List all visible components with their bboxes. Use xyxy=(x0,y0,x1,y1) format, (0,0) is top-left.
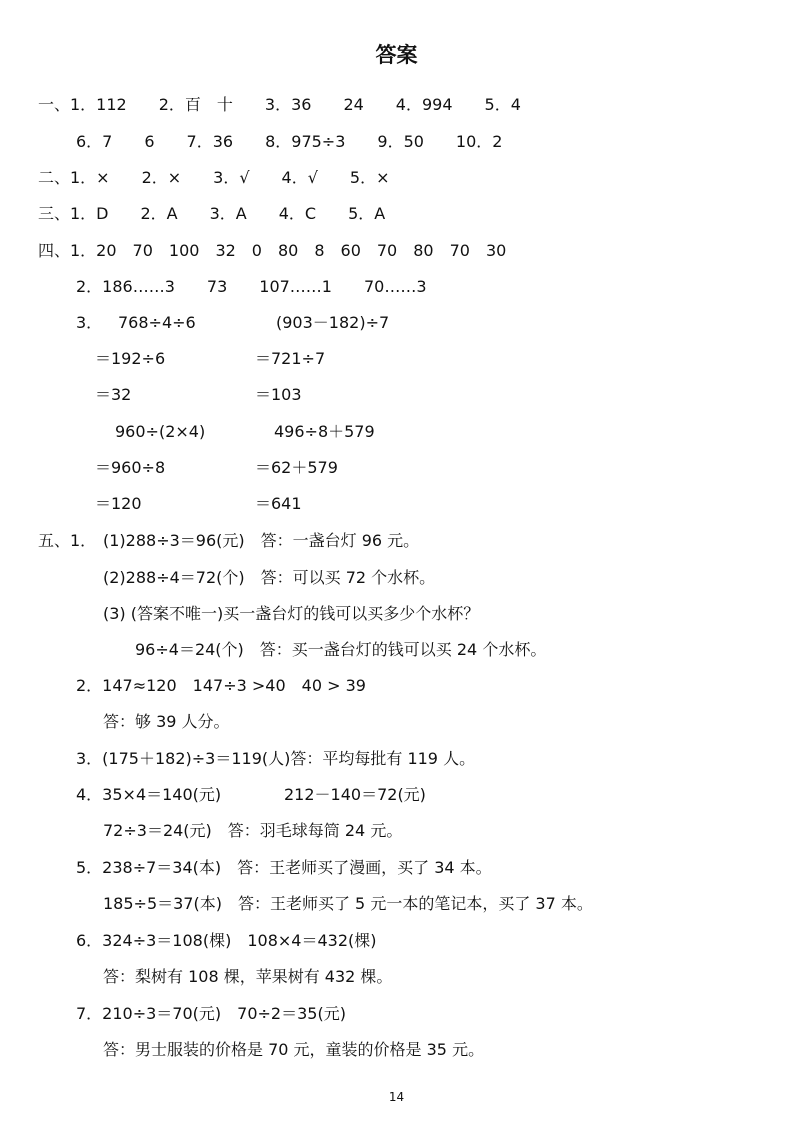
answer-line: 四、1．20 70 100 32 0 80 8 60 70 80 70 30 xyxy=(38,241,507,260)
answer-line: 3． xyxy=(76,313,103,332)
answer-line: 212－140＝72(元) xyxy=(284,785,426,804)
answer-line: 二、1．× 2．× 3．√ 4．√ 5．× xyxy=(38,168,390,187)
answer-line: 2．147≈120 147÷3 >40 40 > 39 xyxy=(76,676,366,695)
answer-line: (3) (答案不唯一)买一盏台灯的钱可以买多少个水杯？ xyxy=(103,604,480,623)
calc-expression: 496÷8＋579 xyxy=(274,422,375,441)
page-title: 答案 xyxy=(375,43,418,67)
answer-line: 7．210÷3＝70(元) 70÷2＝35(元) xyxy=(76,1004,346,1023)
answer-line: 答：梨树有 108 棵，苹果树有 432 棵。 xyxy=(103,967,393,986)
calc-step: ＝960÷8 xyxy=(95,458,166,477)
answer-line: 6．324÷3＝108(棵) 108×4＝432(棵) xyxy=(76,931,377,950)
calc-step: ＝120 xyxy=(95,494,142,513)
answer-line: 2．186……3 73 107……1 70……3 xyxy=(76,277,427,296)
calc-step: ＝32 xyxy=(95,385,132,404)
answer-line: 72÷3＝24(元) 答：羽毛球每筒 24 元。 xyxy=(103,821,403,840)
answer-line: (2)288÷4＝72(个) 答：可以买 72 个水杯。 xyxy=(103,568,436,587)
calc-step: ＝103 xyxy=(255,385,302,404)
answer-line: 答：够 39 人分。 xyxy=(103,712,230,731)
answer-line: 4．35×4＝140(元) xyxy=(76,785,222,804)
answer-line: 3．(175＋182)÷3＝119(人)答：平均每批有 119 人。 xyxy=(76,749,476,768)
calc-expression: 768÷4÷6 xyxy=(118,313,196,332)
answer-line: 五、1． xyxy=(38,531,97,550)
calc-step: ＝62＋579 xyxy=(255,458,338,477)
answer-line: 5．238÷7＝34(本) 答：王老师买了漫画，买了 34 本。 xyxy=(76,858,492,877)
answer-line: 6．7 6 7．36 8．975÷3 9．50 10．2 xyxy=(76,132,503,151)
calc-expression: (903－182)÷7 xyxy=(276,313,390,332)
calc-step: ＝192÷6 xyxy=(95,349,166,368)
answer-line: 185÷5＝37(本) 答：王老师买了 5 元一本的笔记本，买了 37 本。 xyxy=(103,894,593,913)
answer-line: 一、1．112 2．百 十 3．36 24 4．994 5．4 xyxy=(38,95,521,114)
calc-step: ＝721÷7 xyxy=(255,349,326,368)
answer-line: 三、1．D 2．A 3．A 4．C 5．A xyxy=(38,204,386,223)
answer-line: 96÷4＝24(个) 答：买一盏台灯的钱可以买 24 个水杯。 xyxy=(135,640,547,659)
calc-expression: 960÷(2×4) xyxy=(115,422,206,441)
calc-step: ＝641 xyxy=(255,494,302,513)
page-number: 14 xyxy=(388,1090,405,1104)
answer-line: (1)288÷3＝96(元) 答：一盏台灯 96 元。 xyxy=(103,531,420,550)
answer-line: 答：男士服装的价格是 70 元，童装的价格是 35 元。 xyxy=(103,1040,485,1059)
